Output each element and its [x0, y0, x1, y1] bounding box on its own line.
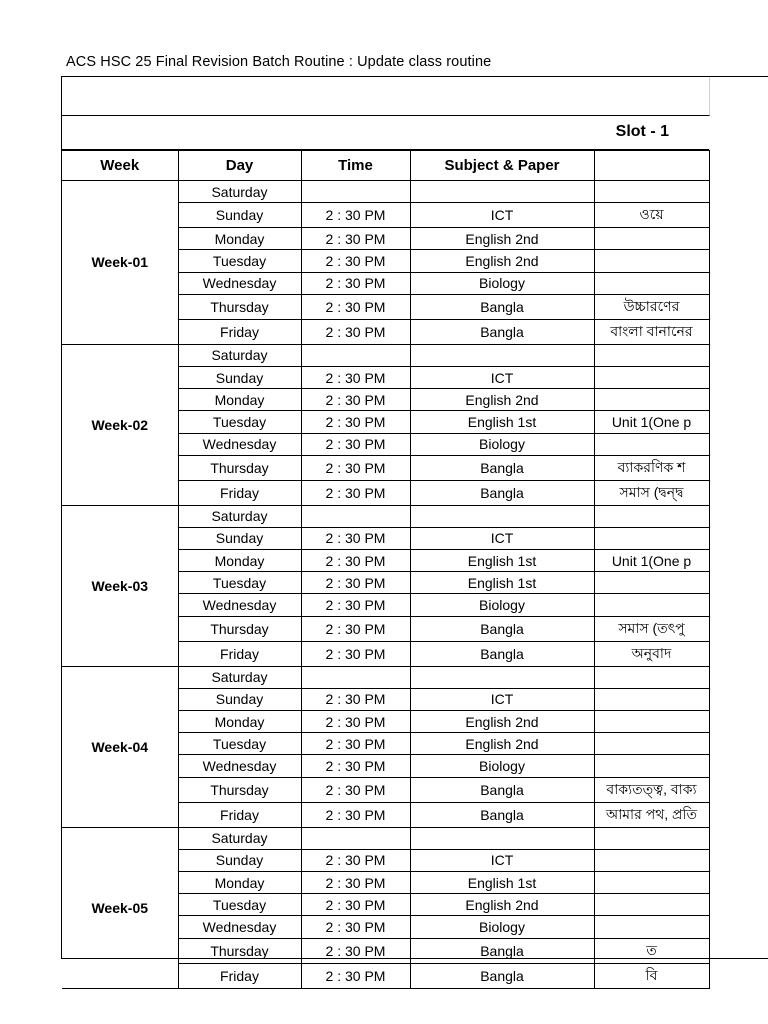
day-cell: Saturday	[178, 666, 301, 688]
time-cell: 2 : 30 PM	[301, 688, 410, 710]
day-cell: Tuesday	[178, 250, 301, 272]
document-title: ACS HSC 25 Final Revision Batch Routine : Update class routine	[66, 54, 492, 70]
day-cell: Wednesday	[178, 916, 301, 938]
topic-cell	[594, 827, 709, 849]
week-label: Week-04	[62, 666, 178, 827]
day-column-header: Day	[178, 151, 301, 181]
time-cell: 2 : 30 PM	[301, 389, 410, 411]
topic-cell	[594, 228, 709, 250]
topic-cell: উচ্চারণের	[594, 294, 709, 319]
subject-cell: Biology	[410, 433, 594, 455]
day-cell: Wednesday	[178, 433, 301, 455]
subject-cell: English 1st	[410, 550, 594, 572]
subject-cell	[410, 344, 594, 366]
day-cell: Monday	[178, 228, 301, 250]
subject-cell: Biology	[410, 272, 594, 294]
time-cell: 2 : 30 PM	[301, 871, 410, 893]
subject-cell: English 2nd	[410, 711, 594, 733]
topic-cell	[594, 733, 709, 755]
subject-cell: Bangla	[410, 641, 594, 666]
subject-cell: English 2nd	[410, 733, 594, 755]
subject-cell: English 1st	[410, 871, 594, 893]
topic-cell: Unit 1(One p	[594, 411, 709, 433]
week-label: Week-05	[62, 827, 178, 988]
subject-cell: Biology	[410, 755, 594, 777]
subject-cell: ICT	[410, 527, 594, 549]
table-row	[62, 827, 709, 849]
topic-cell	[594, 344, 709, 366]
week-label: Week-01	[62, 181, 178, 345]
subject-cell: English 1st	[410, 411, 594, 433]
subject-cell: Bangla	[410, 480, 594, 505]
day-cell: Thursday	[178, 777, 301, 802]
topic-cell: বাক্যতত্ত্ব, বাক্য	[594, 777, 709, 802]
day-cell: Monday	[178, 550, 301, 572]
routine-sheet	[61, 76, 768, 984]
time-cell: 2 : 30 PM	[301, 550, 410, 572]
day-cell: Friday	[178, 319, 301, 344]
subject-cell	[410, 505, 594, 527]
blank-header-row	[62, 77, 710, 116]
day-cell: Thursday	[178, 294, 301, 319]
day-cell: Monday	[178, 871, 301, 893]
time-cell: 2 : 30 PM	[301, 294, 410, 319]
subject-cell	[410, 666, 594, 688]
day-cell: Tuesday	[178, 894, 301, 916]
day-cell: Sunday	[178, 203, 301, 228]
week-column-header: Week	[62, 151, 178, 181]
day-cell: Sunday	[178, 366, 301, 388]
subject-cell: Bangla	[410, 616, 594, 641]
topic-cell	[594, 594, 709, 616]
day-cell: Monday	[178, 389, 301, 411]
topic-cell	[594, 755, 709, 777]
subject-cell: English 2nd	[410, 389, 594, 411]
topic-cell	[594, 272, 709, 294]
day-cell: Monday	[178, 711, 301, 733]
day-cell: Thursday	[178, 455, 301, 480]
topic-cell	[594, 894, 709, 916]
table-row	[62, 505, 709, 527]
time-cell: 2 : 30 PM	[301, 616, 410, 641]
subject-cell: Biology	[410, 594, 594, 616]
time-cell	[301, 505, 410, 527]
topic-cell	[594, 572, 709, 594]
slot-header-row	[62, 116, 709, 150]
topic-cell: বাংলা বানানের	[594, 319, 709, 344]
time-cell: 2 : 30 PM	[301, 802, 410, 827]
topic-cell	[594, 871, 709, 893]
time-cell: 2 : 30 PM	[301, 894, 410, 916]
subject-cell: Bangla	[410, 777, 594, 802]
time-cell: 2 : 30 PM	[301, 777, 410, 802]
subject-cell: ICT	[410, 366, 594, 388]
table-row	[62, 181, 709, 203]
table-header-row	[62, 151, 709, 181]
day-cell: Wednesday	[178, 272, 301, 294]
topic-column-header	[594, 151, 709, 181]
slot-label: Slot - 1	[615, 123, 669, 140]
subject-cell: English 2nd	[410, 894, 594, 916]
day-cell: Friday	[178, 802, 301, 827]
day-cell: Wednesday	[178, 755, 301, 777]
subject-cell: Bangla	[410, 319, 594, 344]
topic-cell: ওয়ে	[594, 203, 709, 228]
subject-cell	[410, 181, 594, 203]
time-cell: 2 : 30 PM	[301, 203, 410, 228]
topic-cell	[594, 711, 709, 733]
subject-cell: English 2nd	[410, 228, 594, 250]
day-cell: Saturday	[178, 505, 301, 527]
topic-cell: অনুবাদ	[594, 641, 709, 666]
day-cell: Tuesday	[178, 411, 301, 433]
time-cell: 2 : 30 PM	[301, 594, 410, 616]
time-cell: 2 : 30 PM	[301, 455, 410, 480]
time-cell	[301, 827, 410, 849]
subject-cell: ICT	[410, 849, 594, 871]
time-cell: 2 : 30 PM	[301, 938, 410, 963]
subject-cell: English 2nd	[410, 250, 594, 272]
subject-cell: English 1st	[410, 572, 594, 594]
subject-cell: Bangla	[410, 938, 594, 963]
subject-cell	[410, 827, 594, 849]
topic-cell	[594, 666, 709, 688]
subject-cell: ICT	[410, 688, 594, 710]
time-cell: 2 : 30 PM	[301, 480, 410, 505]
topic-cell	[594, 916, 709, 938]
day-cell: Saturday	[178, 827, 301, 849]
topic-cell: ব্যাকরণিক শ	[594, 455, 709, 480]
day-cell: Saturday	[178, 181, 301, 203]
time-cell: 2 : 30 PM	[301, 527, 410, 549]
subject-column-header: Subject & Paper	[410, 151, 594, 181]
time-cell: 2 : 30 PM	[301, 849, 410, 871]
topic-cell	[594, 250, 709, 272]
time-cell: 2 : 30 PM	[301, 755, 410, 777]
topic-cell	[594, 181, 709, 203]
time-cell	[301, 666, 410, 688]
time-cell: 2 : 30 PM	[301, 916, 410, 938]
day-cell: Sunday	[178, 688, 301, 710]
table-row	[62, 666, 709, 688]
day-cell: Wednesday	[178, 594, 301, 616]
week-label: Week-03	[62, 505, 178, 666]
topic-cell: সমাস (দ্বন্দ্ব	[594, 480, 709, 505]
time-cell: 2 : 30 PM	[301, 572, 410, 594]
subject-cell: Biology	[410, 916, 594, 938]
time-column-header: Time	[301, 151, 410, 181]
subject-cell: Bangla	[410, 963, 594, 988]
time-cell: 2 : 30 PM	[301, 272, 410, 294]
routine-body	[62, 181, 709, 989]
day-cell: Saturday	[178, 344, 301, 366]
time-cell: 2 : 30 PM	[301, 228, 410, 250]
time-cell: 2 : 30 PM	[301, 250, 410, 272]
day-cell: Sunday	[178, 849, 301, 871]
week-label: Week-02	[62, 344, 178, 505]
day-cell: Thursday	[178, 616, 301, 641]
topic-cell: ত	[594, 938, 709, 963]
time-cell: 2 : 30 PM	[301, 711, 410, 733]
subject-cell: ICT	[410, 203, 594, 228]
routine-table	[62, 150, 710, 989]
topic-cell	[594, 389, 709, 411]
day-cell: Tuesday	[178, 572, 301, 594]
topic-cell	[594, 366, 709, 388]
time-cell: 2 : 30 PM	[301, 641, 410, 666]
time-cell: 2 : 30 PM	[301, 733, 410, 755]
topic-cell: Unit 1(One p	[594, 550, 709, 572]
day-cell: Friday	[178, 480, 301, 505]
time-cell: 2 : 30 PM	[301, 319, 410, 344]
time-cell: 2 : 30 PM	[301, 411, 410, 433]
day-cell: Friday	[178, 641, 301, 666]
day-cell: Thursday	[178, 938, 301, 963]
time-cell: 2 : 30 PM	[301, 963, 410, 988]
subject-cell: Bangla	[410, 802, 594, 827]
topic-cell	[594, 505, 709, 527]
day-cell: Tuesday	[178, 733, 301, 755]
topic-cell	[594, 527, 709, 549]
topic-cell	[594, 688, 709, 710]
topic-cell	[594, 433, 709, 455]
topic-cell	[594, 849, 709, 871]
table-row	[62, 344, 709, 366]
topic-cell: বি	[594, 963, 709, 988]
day-cell: Friday	[178, 963, 301, 988]
day-cell: Sunday	[178, 527, 301, 549]
time-cell	[301, 344, 410, 366]
time-cell	[301, 181, 410, 203]
topic-cell: আমার পথ, প্রতি	[594, 802, 709, 827]
topic-cell: সমাস (তৎপু	[594, 616, 709, 641]
time-cell: 2 : 30 PM	[301, 433, 410, 455]
subject-cell: Bangla	[410, 455, 594, 480]
subject-cell: Bangla	[410, 294, 594, 319]
time-cell: 2 : 30 PM	[301, 366, 410, 388]
